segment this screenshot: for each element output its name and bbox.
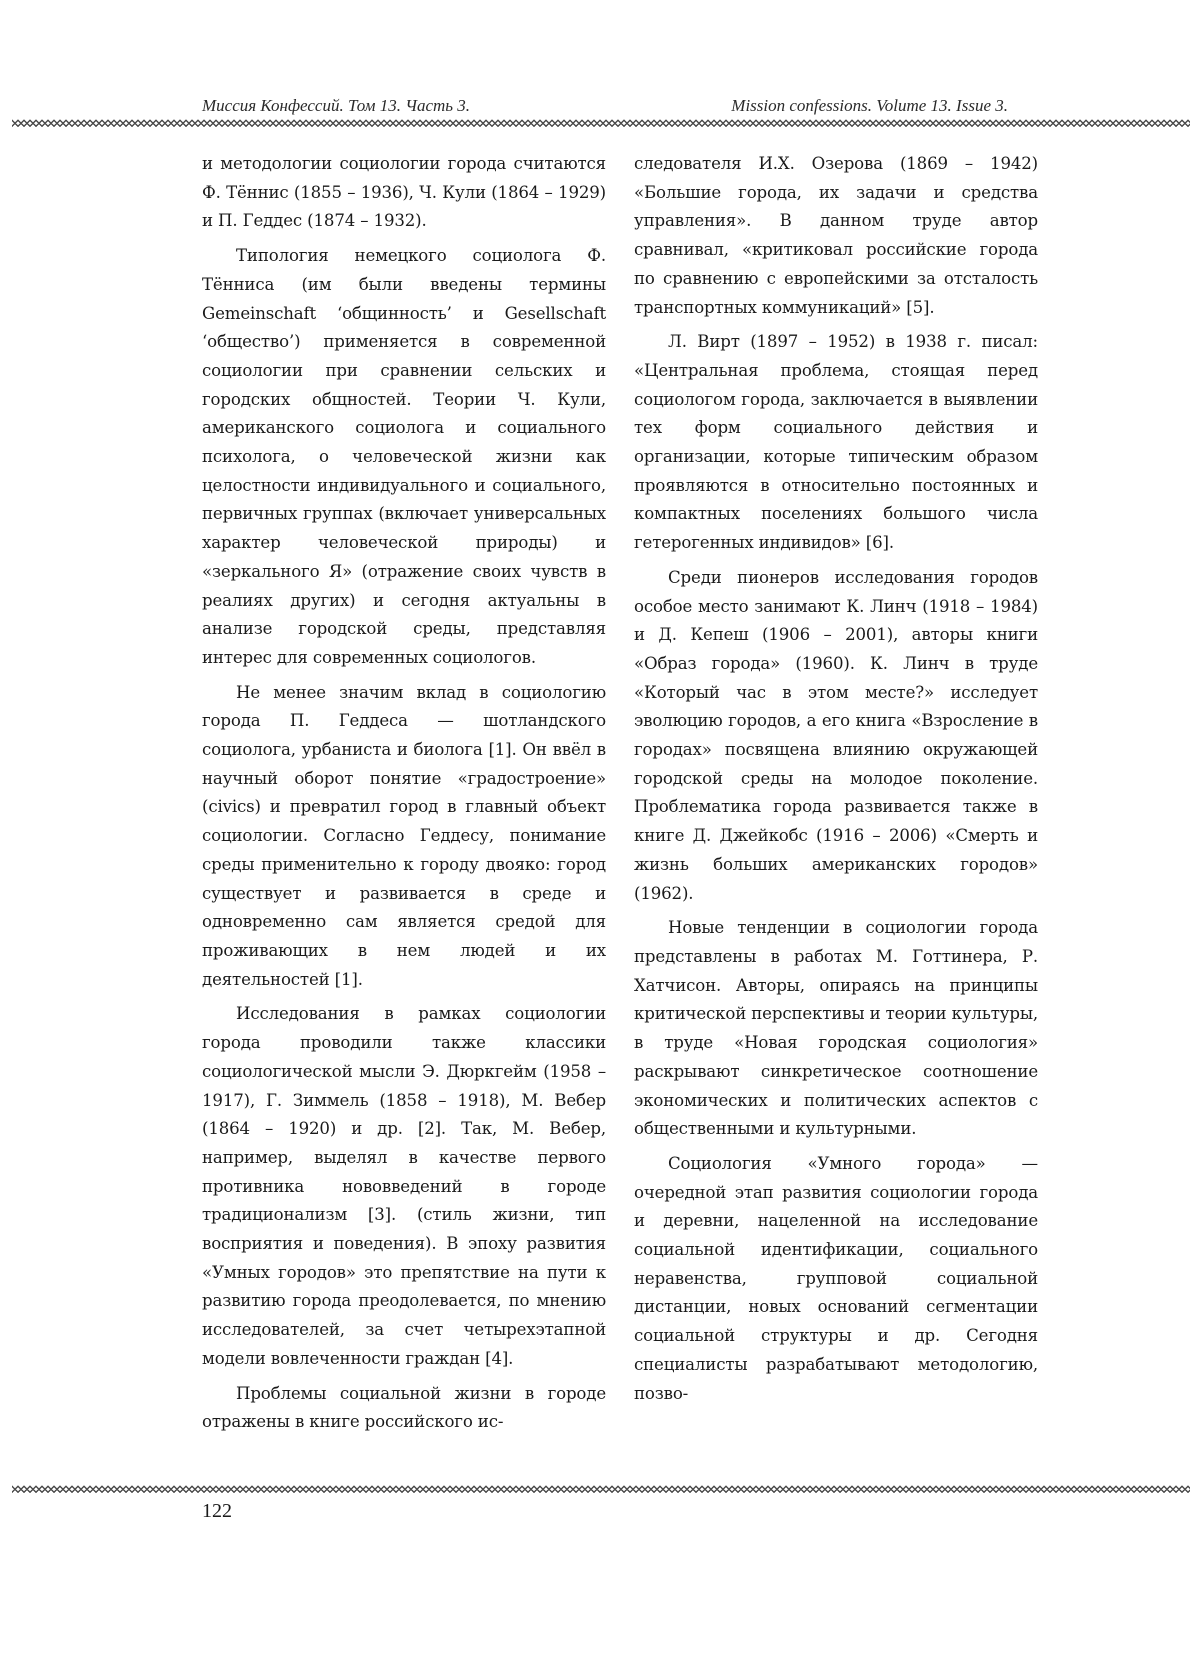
paragraph: Л. Вирт (1897 – 1952) в 1938 г. писал: «Центральная проблема, стоящая перед социологом города, заключается в выявлении тех форм социального действия и организации, которые типическим образом проявляются в относительно постоянных и компактных поселениях большого числа гетерогенных индивидов» [6].: [634, 332, 1038, 553]
paragraph: Не менее значим вклад в социологию города П. Геддеса — шотландского социолога, урбаниста и биолога [1]. Он ввёл в научный оборот понятие «градостроение» (civics) и превратил город в главный объект социологии. Согласно Геддесу, понимание среды применительно к городу двояко: город существует и развивается в среде и одновременно сам является средой для проживающих в нем людей и их деятельностей [1].: [202, 682, 606, 989]
text-column-left: [202, 150, 606, 1437]
paragraph: и методологии социологии города считаются Ф. Тённис (1855 – 1936), Ч. Кули (1864 – 1929) и П. Геддес (1874 – 1932).: [202, 154, 606, 231]
page-number: 122: [202, 1500, 232, 1522]
paragraph: следователя И.Х. Озерова (1869 – 1942) «Большие города, их задачи и средства управления». В данном труде автор сравнивал, «критиковал российские города по сравнению с европейскими за отсталость транспортных коммуникаций» [5].: [634, 154, 1038, 317]
text-column-right: [634, 150, 1038, 1408]
header-ornament-divider: [12, 118, 1190, 127]
running-header-right: Mission confessions. Volume 13. Issue 3.: [731, 96, 1008, 115]
paragraph: Проблемы социальной жизни в городе отражены в книге российского ис-: [202, 1383, 606, 1432]
paragraph: Новые тенденции в социологии города представлены в работах М. Готтинера, Р. Хатчисон. Авторы, опираясь на принципы критической перспективы и теории культуры, в труде «Новая городская социология» раскрывают синкретическое соотношение экономических и политических аспектов с общественными и культурными.: [634, 918, 1038, 1139]
paragraph: Типология немецкого социолога Ф. Тённиса (им были введены термины Gemeinschaft ‘общинность’ и Gesellschaft ‘общество’) применяется в современной социологии при сравнении сельских и городских общностей. Теории Ч. Кули, американского социолога и социального психолога, о человеческой жизни как целостности индивидуального и социального, первичных группах (включает универсальных характер человеческой природы) и «зеркального Я» (отражение своих чувств в реалиях других) и сегодня актуальны в анализе городской среды, представляя интерес для современных социологов.: [202, 246, 606, 667]
paragraph: Среди пионеров исследования городов особое место занимают К. Линч (1918 – 1984) и Д. Кепеш (1906 – 2001), авторы книги «Образ города» (1960). К. Линч в труде «Который час в этом месте?» исследует эволюцию городов, а его книга «Взросление в городах» посвящена влиянию окружающей городской среды на молодое поколение. Проблематика города развивается также в книге Д. Джейкобс (1916 – 2006) «Смерть и жизнь больших американских городов» (1962).: [634, 567, 1038, 903]
footer-ornament-divider: [12, 1484, 1190, 1493]
running-header-left: Миссия Конфессий. Том 13. Часть 3.: [202, 96, 471, 115]
paragraph: Социология «Умного города» — очередной этап развития социологии города и деревни, нацеленной на исследование социальной идентификации, социального неравенства, групповой социальной дистанции, новых оснований сегментации социальной структуры и др. Сегодня специалисты разрабатывают методологию, позво-: [634, 1153, 1038, 1403]
paragraph: Исследования в рамках социологии города проводили также классики социологической мысли Э. Дюркгейм (1958 – 1917), Г. Зиммель (1858 – 1918), М. Вебер (1864 – 1920) и др. [2]. Так, М. Вебер, например, выделял в качестве первого противника нововведений в городе традиционализм [3]. (стиль жизни, тип восприятия и поведения). В эпоху развития «Умных городов» это препятствие на пути к развитию города преодолевается, по мнению исследователей, за счет четырехэтапной модели вовлеченности граждан [4].: [202, 1004, 606, 1368]
